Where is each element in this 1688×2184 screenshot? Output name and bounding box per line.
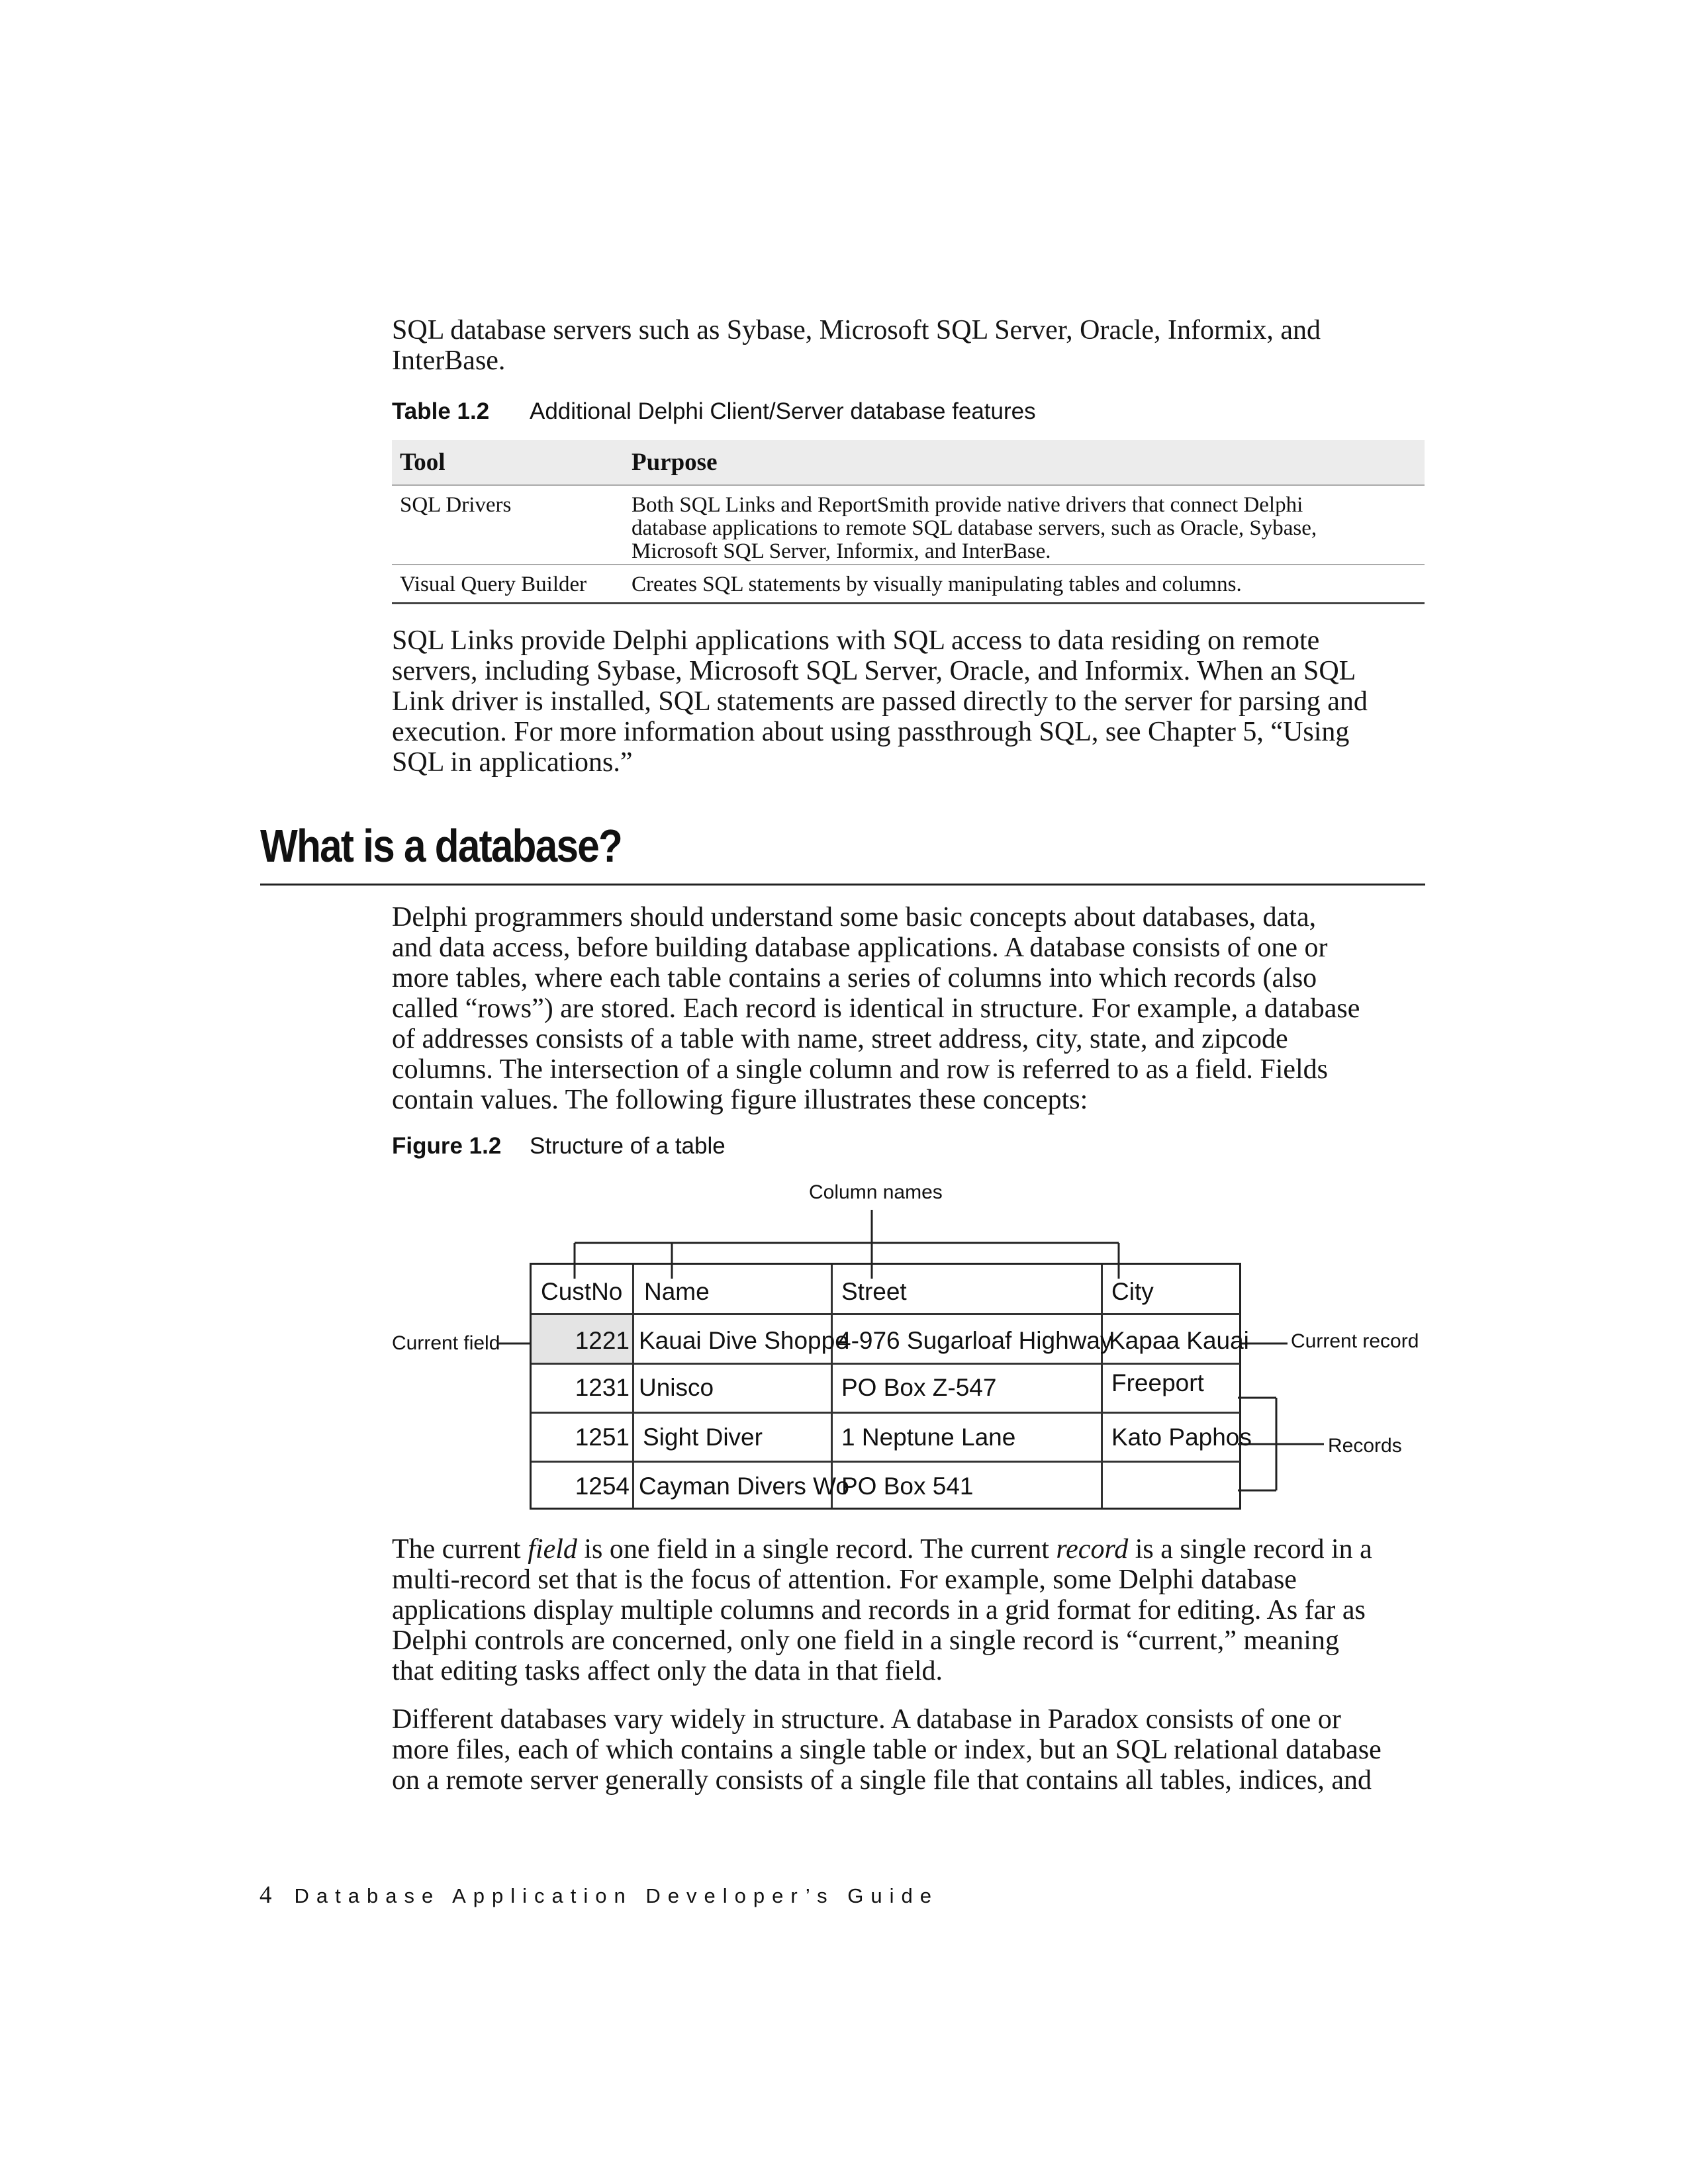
paragraph-line: more tables, where each table contains a series of columns into which records (also: [392, 963, 1317, 993]
table-cell-street: 1 Neptune Lane: [841, 1424, 1016, 1451]
table-cell-custno: 1251: [575, 1424, 630, 1451]
table-caption-text: Additional Delphi Client/Server database features: [530, 398, 1036, 424]
paragraph-line: [392, 1534, 1372, 1565]
purpose-line: Creates SQL statements by visually manipulating tables and columns.: [632, 572, 1242, 596]
table-header-tool: Tool: [400, 449, 445, 476]
purpose-line: Microsoft SQL Server, Informix, and InterBase.: [632, 539, 1051, 563]
table-cell-custno: 1231: [575, 1374, 630, 1401]
column-divider: [632, 1265, 634, 1508]
book-title: Database Application Developer’s Guide: [294, 1884, 939, 1907]
table-cell-city: Kato Paphos: [1111, 1424, 1252, 1451]
paragraph-line: of addresses consists of a table with name, street address, city, state, and zipcode: [392, 1024, 1288, 1054]
purpose-line: database applications to remote SQL database servers, such as Oracle, Sybase,: [632, 516, 1317, 540]
records-label: Records: [1328, 1435, 1402, 1457]
text-run: is a single record in a: [1128, 1534, 1372, 1565]
different-paragraph: [392, 1704, 1382, 1796]
column-names-label: Column names: [809, 1181, 943, 1203]
current-field-label: Current field: [392, 1332, 500, 1354]
column-header: Name: [644, 1278, 710, 1305]
table-number: Table 1.2: [392, 398, 490, 424]
figure-caption-text: Structure of a table: [530, 1133, 726, 1159]
table-header-purpose: Purpose: [632, 449, 718, 476]
paragraph-line: Link driver is installed, SQL statements are passed directly to the server for parsing and: [392, 686, 1368, 717]
paragraph-line: multi-record set that is the focus of attention. For example, some Delphi database: [392, 1565, 1297, 1595]
column-header: Street: [841, 1278, 907, 1305]
paragraph-line: and data access, before building database applications. A database consists of one or: [392, 933, 1328, 963]
paragraph-line: columns. The intersection of a single column and row is referred to as a field. Fields: [392, 1054, 1329, 1085]
paragraph-line: Delphi controls are concerned, only one field in a single record is “current,” meaning: [392, 1625, 1339, 1656]
emphasis-field: field: [528, 1534, 577, 1565]
paragraph-line: Delphi programmers should understand some basic concepts about databases, data,: [392, 902, 1317, 933]
column-divider: [831, 1265, 833, 1508]
figure-table: [530, 1263, 1252, 1510]
text-run: is one field in a single record. The current: [577, 1534, 1056, 1565]
row-divider: [532, 1412, 1240, 1414]
paragraph-line: servers, including Sybase, Microsoft SQL Server, Oracle, and Informix. When an SQL: [392, 656, 1356, 686]
figure-number: Figure 1.2: [392, 1133, 502, 1159]
paragraph-line: Different databases vary widely in structure. A database in Paradox consists of one or: [392, 1704, 1341, 1735]
table-cell-street: PO Box 541: [841, 1473, 974, 1500]
paragraph-line: execution. For more information about using passthrough SQL, see Chapter 5, “Using: [392, 717, 1350, 747]
page-number: 4: [259, 1882, 272, 1909]
table-cell-street: PO Box Z-547: [841, 1374, 997, 1401]
paragraph-line: called “rows”) are stored. Each record is identical in structure. For example, a database: [392, 993, 1360, 1024]
paragraph-line: applications display multiple columns and records in a grid format for editing. As far as: [392, 1595, 1366, 1625]
intro-line: SQL database servers such as Sybase, Microsoft SQL Server, Oracle, Informix, and: [392, 315, 1321, 345]
table-cell-custno: 1221: [575, 1327, 630, 1354]
paragraph-line: contain values. The following figure illustrates these concepts:: [392, 1085, 1088, 1115]
table-cell-tool: Visual Query Builder: [400, 572, 587, 596]
column-divider: [1101, 1265, 1103, 1508]
table-cell-city: Kapaa Kauai: [1109, 1327, 1249, 1354]
paragraph-line: on a remote server generally consists of a single file that contains all tables, indices, and: [392, 1765, 1372, 1796]
row-divider: [532, 1313, 1240, 1315]
table-cell-street: 4-976 Sugarloaf Highway: [837, 1327, 1113, 1354]
section-heading: What is a database?: [260, 820, 622, 872]
table-cell-name: Cayman Divers Wo: [639, 1473, 850, 1500]
paragraph-line: SQL in applications.”: [392, 747, 633, 778]
table-cell-custno: 1254: [575, 1473, 630, 1500]
paragraph-line: more files, each of which contains a single table or index, but an SQL relational database: [392, 1735, 1382, 1765]
paragraph-line: SQL Links provide Delphi applications with SQL access to data residing on remote: [392, 625, 1320, 656]
row-divider: [532, 1461, 1240, 1463]
column-header: City: [1111, 1278, 1154, 1305]
text-run: The current: [392, 1534, 528, 1565]
paragraph-line: that editing tasks affect only the data in that field.: [392, 1656, 943, 1686]
table-cell-name: Sight Diver: [643, 1424, 763, 1451]
emphasis-record: record: [1056, 1534, 1129, 1565]
intro-line: InterBase.: [392, 345, 506, 376]
column-header: CustNo: [541, 1278, 623, 1305]
table-cell-city: Freeport: [1111, 1369, 1204, 1396]
table-cell-name: Kauai Dive Shoppe: [639, 1327, 849, 1354]
table-cell-tool: SQL Drivers: [400, 493, 512, 517]
current-record-label: Current record: [1291, 1330, 1419, 1352]
row-divider: [532, 1363, 1240, 1365]
page-footer: [259, 1881, 939, 1909]
current-paragraph: [392, 1534, 1372, 1686]
table-cell-name: Unisco: [639, 1374, 714, 1401]
purpose-line: Both SQL Links and ReportSmith provide native drivers that connect Delphi: [632, 493, 1303, 517]
